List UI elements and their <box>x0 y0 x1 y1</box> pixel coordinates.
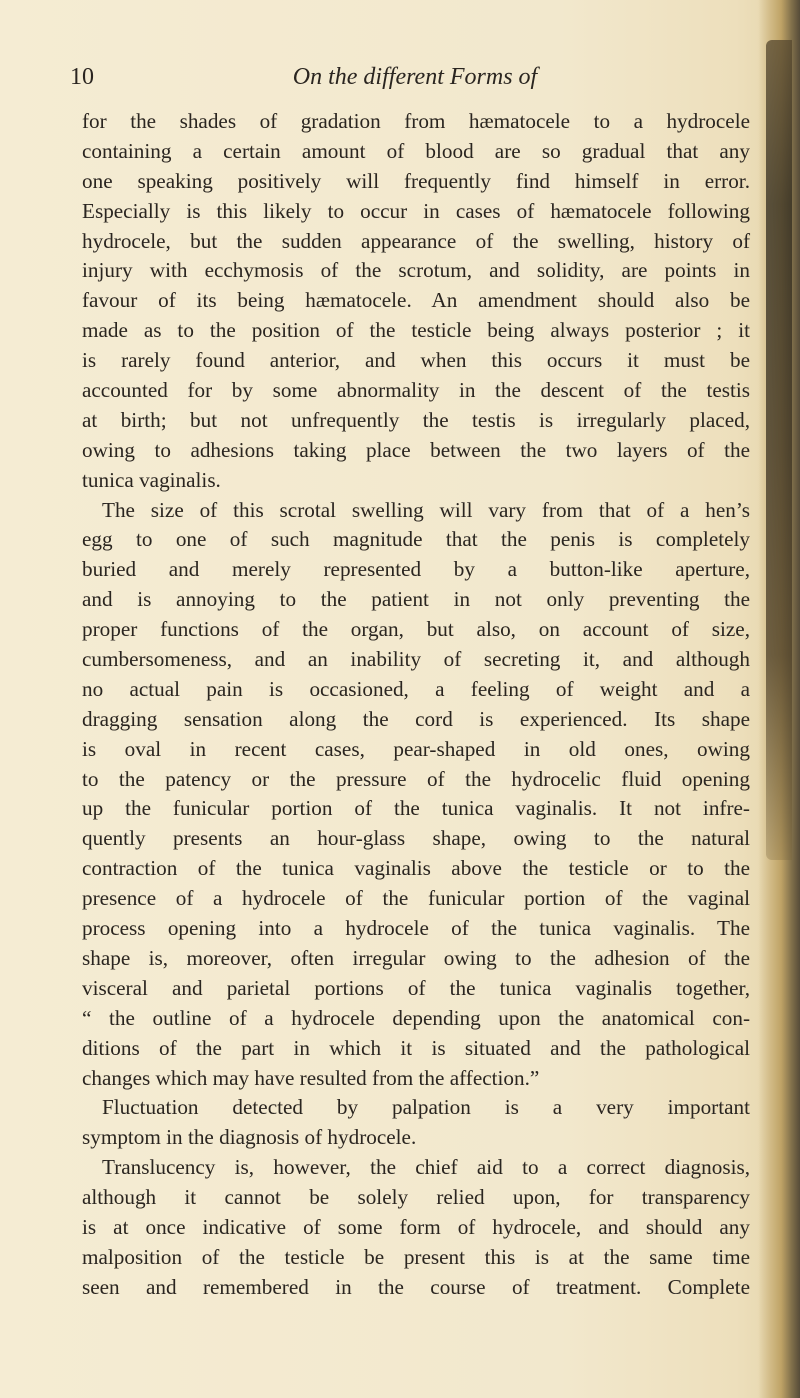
running-title: On the different Forms of <box>292 64 538 90</box>
text-line: buried and merely represented by a button-like aperture, <box>82 557 750 582</box>
page-number: 10 <box>70 64 94 90</box>
text-line: for the shades of gradation from hæmatocele to a hydrocele <box>82 109 750 133</box>
text-line: tunica vaginalis. <box>82 467 221 492</box>
text-line: dragging sensation along the cord is experienced. Its shape <box>82 706 750 731</box>
text-line: no actual pain is occasioned, a feeling of weight and a <box>82 676 750 701</box>
text-line: symptom in the diagnosis of hydrocele. <box>82 1125 417 1150</box>
text-line: containing a certain amount of blood are so gradual that any <box>82 138 750 163</box>
text-line: accounted for by some abnormality in the descent of the testis <box>82 378 750 403</box>
text-line: one speaking positively will frequently find himself in error. <box>82 168 750 193</box>
text-line: cumbersomeness, and an inability of secreting it, and although <box>82 647 750 672</box>
text-line: The size of this scrotal swelling will vary from that of a hen’s <box>102 497 750 522</box>
text-line: injury with ecchymosis of the scrotum, and solidity, are points in <box>82 258 750 283</box>
text-line: ditions of the part in which it is situated and the pathological <box>82 1035 750 1060</box>
text-line: is oval in recent cases, pear-shaped in old ones, owing <box>82 736 750 761</box>
text-line: presence of a hydrocele of the funicular portion of the vaginal <box>82 886 750 911</box>
text-line: to the patency or the pressure of the hydrocelic fluid opening <box>82 766 750 791</box>
text-line: hydrocele, but the sudden appearance of the swelling, history of <box>82 228 750 253</box>
text-line: visceral and parietal portions of the tunica vaginalis together, <box>82 975 750 1000</box>
page-header <box>70 62 760 102</box>
text-line: favour of its being hæmatocele. An amendment should also be <box>82 288 750 313</box>
text-line: up the funicular portion of the tunica vaginalis. It not infre- <box>82 796 750 821</box>
text-line: quently presents an hour-glass shape, owing to the natural <box>82 826 750 851</box>
text-line: process opening into a hydrocele of the tunica vaginalis. The <box>82 916 750 941</box>
text-line: owing to adhesions taking place between the two layers of the <box>82 437 750 462</box>
binding-shadow <box>766 40 792 860</box>
text-line: at birth; but not unfrequently the testis is irregularly placed, <box>82 407 750 432</box>
text-line: contraction of the tunica vaginalis above the testicle or to the <box>82 856 750 881</box>
text-line: “ the outline of a hydrocele depending upon the anatomical con- <box>82 1005 750 1030</box>
text-line: is rarely found anterior, and when this occurs it must be <box>82 348 750 373</box>
text-line: is at once indicative of some form of hydrocele, and should any <box>82 1214 750 1239</box>
text-line: Especially is this likely to occur in cases of hæmatocele following <box>82 198 750 223</box>
text-line: made as to the position of the testicle being always posterior ; it <box>82 318 750 343</box>
text-line: egg to one of such magnitude that the penis is completely <box>82 527 750 552</box>
text-line: proper functions of the organ, but also, on account of size, <box>82 617 750 642</box>
text-line: and is annoying to the patient in not only preventing the <box>82 587 750 612</box>
text-line: Fluctuation detected by palpation is a very important <box>102 1095 750 1120</box>
text-line: malposition of the testicle be present this is at the same time <box>82 1244 750 1269</box>
body-text <box>82 107 750 1303</box>
text-line: although it cannot be solely relied upon, for transparency <box>82 1185 750 1210</box>
text-line: seen and remembered in the course of treatment. Complete <box>82 1274 750 1299</box>
text-line: changes which may have resulted from the affection.” <box>82 1065 540 1090</box>
text-line: Translucency is, however, the chief aid to a correct diagnosis, <box>102 1155 750 1180</box>
text-line: shape is, moreover, often irregular owing to the adhesion of the <box>82 945 750 970</box>
